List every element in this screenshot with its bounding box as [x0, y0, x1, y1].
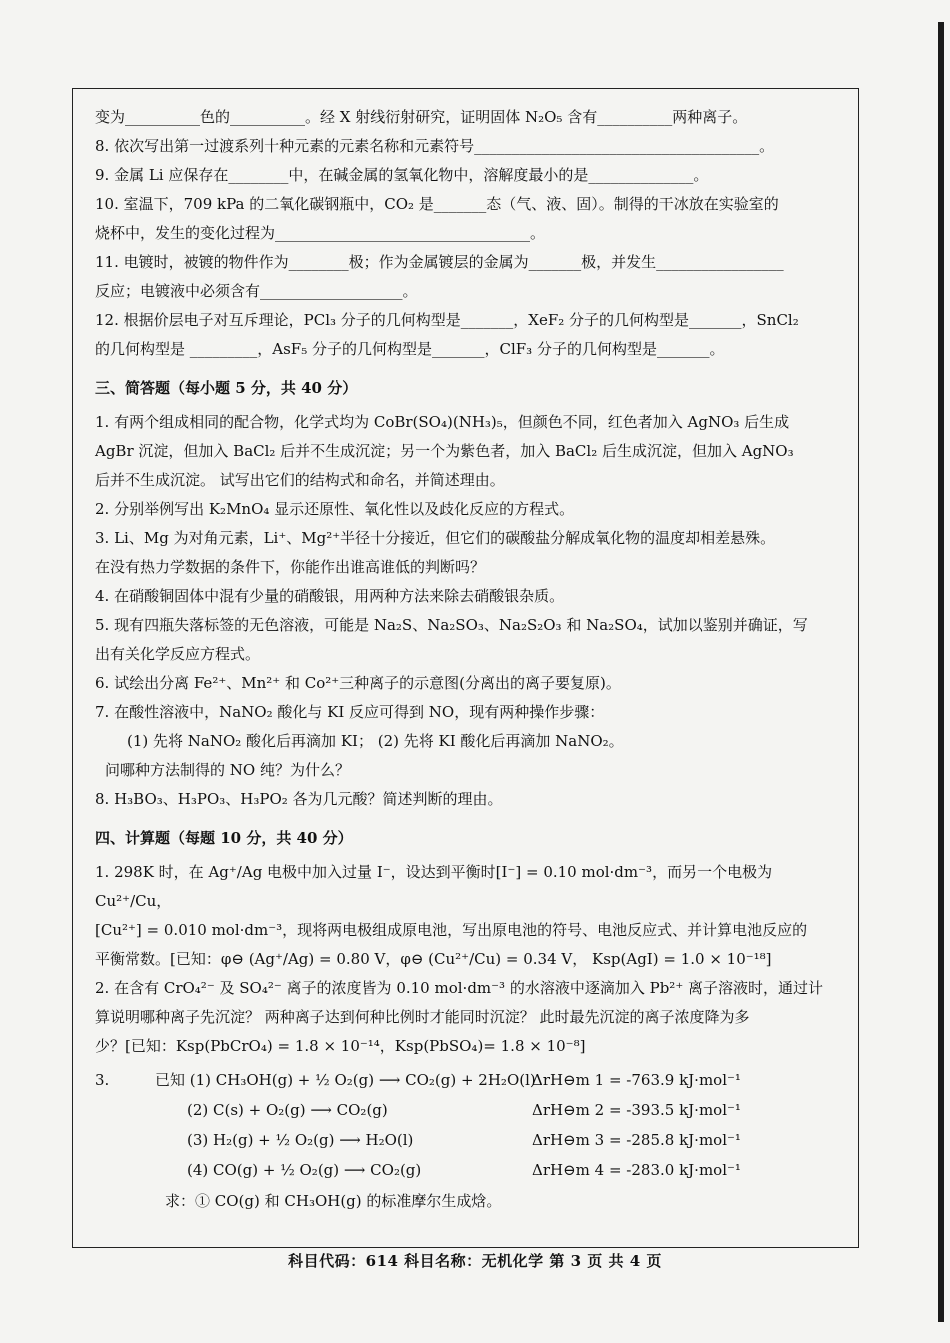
- calc-q1-line2: [Cu²⁺] = 0.010 mol·dm⁻³，现将两电极组成原电池，写出原电池的符号、电池反应式、并计算电池反应的: [95, 921, 808, 939]
- short-q1-line2: AgBr 沉淀，但加入 BaCl₂ 后并不生成沉淀；另一个为紫色者，加入 BaCl₂ 后生成沉淀，但加入 AgNO₃: [95, 442, 794, 460]
- short-q8: 8. H₃BO₃、H₃PO₃、H₃PO₂ 各为几元酸？简述判断的理由。: [95, 790, 503, 808]
- short-q7-options: (1) 先将 NaNO₂ 酸化后再滴加 KI； (2) 先将 KI 酸化后再滴加 NaNO₂。: [127, 732, 624, 750]
- calc-q3-eq2-row: [95, 1095, 840, 1125]
- calc-q2-line1: 2. 在含有 CrO₄²⁻ 及 SO₄²⁻ 离子的浓度皆为 0.10 mol·dm⁻³ 的水溶液中逐滴加入 Pb²⁺ 离子溶液时，通过计: [95, 979, 824, 997]
- fill-question-10-line1: 10. 室温下，709 kPa 的二氧化碳钢瓶中，CO₂ 是_______态（气、液、固）。制得的干冰放在实验室的: [95, 195, 779, 213]
- calc-q2-line2: 算说明哪种离子先沉淀？ 两种离子达到何种比例时才能同时沉淀？ 此时最先沉淀的离子浓度降为多: [95, 1008, 750, 1026]
- page-edge-rule: [938, 22, 944, 1322]
- fill-question-12-line1: 12. 根据价层电子对互斥理论，PCl₃ 分子的几何构型是_______，XeF₂ 分子的几何构型是_______，SnCl₂: [95, 311, 799, 329]
- short-q2: 2. 分别举例写出 K₂MnO₄ 显示还原性、氧化性以及歧化反应的方程式。: [95, 500, 575, 518]
- calc-q3-dh3: ΔrH⊖m 3 = -285.8 kJ·mol⁻¹: [532, 1131, 741, 1149]
- section3-heading: 三、简答题（每小题 5 分，共 40 分）: [95, 379, 358, 397]
- calc-q3-dh2: ΔrH⊖m 2 = -393.5 kJ·mol⁻¹: [532, 1101, 741, 1119]
- calc-q3-eq4: (4) CO(g) + ½ O₂(g) ⟶ CO₂(g): [187, 1161, 422, 1179]
- calc-q3-dh4: ΔrH⊖m 4 = -283.0 kJ·mol⁻¹: [532, 1161, 741, 1179]
- calc-q3-eq1-row: [95, 1065, 840, 1095]
- short-q7-line1: 7. 在酸性溶液中，NaNO₂ 酸化与 KI 反应可得到 NO，现有两种操作步骤：: [95, 703, 605, 721]
- calc-q3-eq2: (2) C(s) + O₂(g) ⟶ CO₂(g): [187, 1101, 388, 1119]
- short-q3-line1: 3. Li、Mg 为对角元素，Li⁺、Mg²⁺半径十分接近，但它们的碳酸盐分解成氧化物的温度却相差悬殊。: [95, 529, 776, 547]
- short-q7-line3: 问哪种方法制得的 NO 纯？为什么？: [105, 761, 350, 779]
- short-q1-line1: 1. 有两个组成相同的配合物，化学式均为 CoBr(SO₄)(NH₃)₅，但颜色不同，红色者加入 AgNO₃ 后生成: [95, 413, 790, 431]
- fill-question-11-line1: 11. 电镀时，被镀的物件作为________极；作为金属镀层的金属为_______极，并发生_________________: [95, 253, 784, 271]
- fill-question-12-line2: 的几何构型是 _________，AsF₅ 分子的几何构型是_______，ClF₃ 分子的几何构型是_______。: [95, 340, 725, 358]
- fill-question-11-line2: 反应；电镀液中必须含有___________________。: [95, 282, 418, 300]
- short-q5-line1: 5. 现有四瓶失落标签的无色溶液，可能是 Na₂S、Na₂SO₃、Na₂S₂O₃ 和 Na₂SO₄，试加以鉴别并确证，写: [95, 616, 808, 634]
- calc-q1-line1: 1. 298K 时，在 Ag⁺/Ag 电极中加入过量 I⁻，设达到平衡时[I⁻] = 0.10 mol·dm⁻³，而另一个电极为 Cu²⁺/Cu，: [95, 863, 773, 910]
- fill-question-9: 9. 金属 Li 应保存在________中，在碱金属的氢氧化物中，溶解度最小的是______________。: [95, 166, 709, 184]
- calc-q3-eq3: (3) H₂(g) + ½ O₂(g) ⟶ H₂O(l): [187, 1131, 414, 1149]
- calc-q3-eq4-row: [95, 1155, 840, 1185]
- short-q4: 4. 在硝酸铜固体中混有少量的硝酸银，用两种方法来除去硝酸银杂质。: [95, 587, 565, 605]
- short-q6: 6. 试绘出分离 Fe²⁺、Mn²⁺ 和 Co²⁺三种离子的示意图(分离出的离子要复原)。: [95, 674, 621, 692]
- calc-q2-line3: 少？[已知：Ksp(PbCrO₄) = 1.8 × 10⁻¹⁴，Ksp(PbSO₄)= 1.8 × 10⁻⁸]: [95, 1037, 586, 1055]
- calc-q3-eq1: 已知 (1) CH₃OH(g) + ½ O₂(g) ⟶ CO₂(g) + 2H₂O(l): [155, 1071, 536, 1089]
- page-footer: 科目代码：614 科目名称：无机化学 第 3 页 共 4 页: [288, 1252, 662, 1270]
- continued-line: 变为__________色的__________。经 X 射线衍射研究，证明固体 N₂O₅ 含有__________两种离子。: [95, 108, 748, 126]
- exam-page-frame: [72, 88, 859, 1248]
- section4-heading: 四、计算题（每题 10 分，共 40 分）: [95, 829, 353, 847]
- calc-q3-dh1: ΔrH⊖m 1 = -763.9 kJ·mol⁻¹: [532, 1071, 741, 1089]
- fill-question-10-line2: 烧杯中，发生的变化过程为__________________________________。: [95, 224, 546, 242]
- calc-q3-ask: 求：① CO(g) 和 CH₃OH(g) 的标准摩尔生成焓。: [165, 1192, 502, 1210]
- short-q5-line2: 出有关化学反应方程式。: [95, 645, 261, 663]
- calc-q3-number: 3.: [95, 1071, 110, 1089]
- fill-question-8: 8. 依次写出第一过渡系列十种元素的元素名称和元素符号______________________________________。: [95, 137, 775, 155]
- calc-q1-line3: 平衡常数。[已知：φ⊖ (Ag⁺/Ag) = 0.80 V，φ⊖ (Cu²⁺/Cu) = 0.34 V， Ksp(AgI) = 1.0 × 10⁻¹⁸]: [95, 950, 772, 968]
- short-q1-line3: 后并不生成沉淀。 试写出它们的结构式和命名，并简述理由。: [95, 471, 505, 489]
- short-q3-line2: 在没有热力学数据的条件下，你能作出谁高谁低的判断吗？: [95, 558, 486, 576]
- calc-q3-eq3-row: [95, 1125, 840, 1155]
